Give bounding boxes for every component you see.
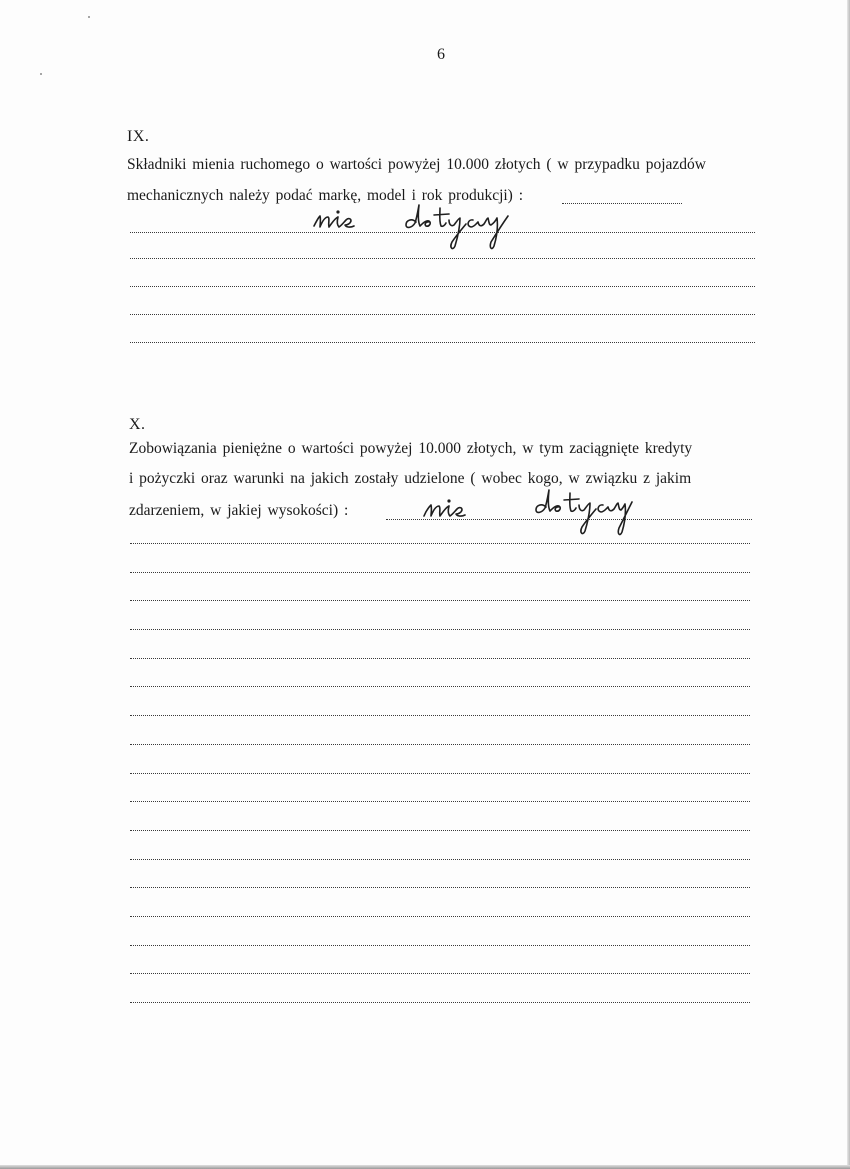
section-x-answer-line <box>130 600 750 601</box>
section-x-answer-line <box>130 629 750 630</box>
section-x-answer-line <box>130 916 750 917</box>
section-ix-heading: IX. <box>127 128 150 145</box>
section-x-answer-line <box>130 801 750 802</box>
section-x-answer-line <box>130 887 750 888</box>
section-x-answer-line <box>130 1002 750 1003</box>
section-x-answer-line <box>130 973 750 974</box>
section-x-heading: X. <box>129 416 146 433</box>
page-number: 6 <box>437 46 445 63</box>
section-x-answer-line <box>130 658 750 659</box>
scan-speck <box>88 16 90 18</box>
section-ix-answer-line <box>130 258 755 259</box>
section-ix-answer-line <box>130 286 755 287</box>
section-x-answer-line <box>130 686 750 687</box>
section-ix-handwritten-answer <box>308 196 518 252</box>
section-x-answer-line <box>130 773 750 774</box>
section-x-handwritten-answer <box>418 482 638 542</box>
section-ix-answer-line <box>130 342 755 343</box>
section-x-answer-line <box>130 543 750 544</box>
section-x-text-line-1: Zobowiązania pieniężne o wartości powyżej 10.000 złotych, w tym zaciągnięte kredyty <box>129 440 693 457</box>
scan-speck <box>40 73 42 75</box>
section-x-answer-line <box>130 945 750 946</box>
section-x-answer-line <box>130 744 750 745</box>
section-ix-answer-line <box>130 314 755 315</box>
scan-edge-bottom <box>0 1165 850 1169</box>
section-x-text-line-3: zdarzeniem, w jakiej wysokości) : <box>129 502 349 519</box>
section-ix-text-line-2: mechanicznych należy podać markę, model i rok produkcji) : <box>127 187 524 204</box>
section-x-answer-line <box>130 830 750 831</box>
section-x-answer-line <box>130 715 750 716</box>
section-x-answer-line <box>130 859 750 860</box>
section-x-text-line-2: i pożyczki oraz warunki na jakich zostały udzielone ( wobec kogo, w związku z jakim <box>129 470 692 487</box>
section-x-answer-line <box>130 572 750 573</box>
section-ix-inline-leader <box>562 203 682 204</box>
section-ix-text-line-1: Składniki mienia ruchomego o wartości powyżej 10.000 złotych ( w przypadku pojazdów <box>127 156 707 173</box>
